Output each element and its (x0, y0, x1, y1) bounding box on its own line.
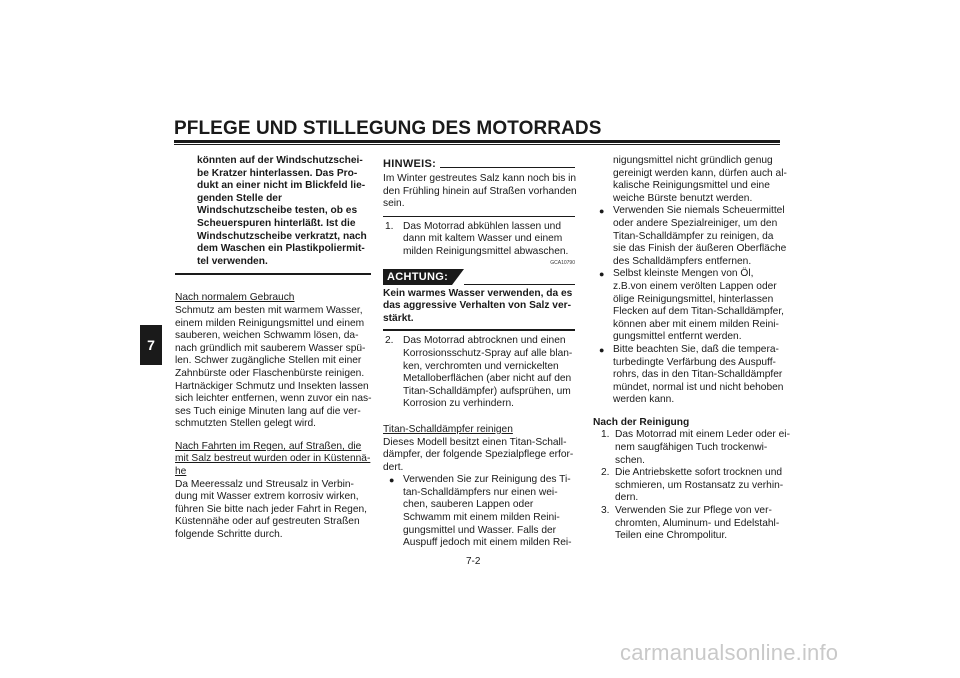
text-line: oder andere Spezialreiniger, um den (613, 217, 778, 229)
text-line: len. Schwer zugängliche Stellen mit einer (175, 355, 362, 367)
text-line: einem milden Reinigungsmittel und einem (175, 317, 365, 329)
heading-line: mit Salz bestreut wurden oder in Küstennä- (175, 453, 371, 465)
achtung-code: GCA10790 (550, 259, 575, 266)
text-line: folgende Schritte durch. (175, 529, 283, 541)
text-line: Küstennähe oder auf gestreuten Straßen (175, 516, 360, 528)
text-line: führen Sie bitte nach jeder Fahrt in Regen, (175, 503, 367, 515)
bullet-icon: ● (599, 206, 605, 217)
text-line: das aggressive Verhalten von Salz ver- (383, 300, 571, 312)
text-line: Das Motorrad abtrocknen und einen (403, 335, 566, 347)
after-step-2 (593, 467, 783, 505)
text-line: gereinigt werden kann, dürfen auch al- (613, 167, 787, 179)
text-line: nem saugfähigen Tuch trockenwi- (615, 442, 768, 454)
heading-line: Nach Fahrten im Regen, auf Straßen, die (175, 440, 362, 452)
text-line: z.B.von einem verölten Lappen oder (613, 280, 777, 292)
text-line: Flecken auf dem Titan-Schalldämpfer, (613, 306, 785, 318)
header-rule (174, 140, 780, 143)
text-line: Verwenden Sie niemals Scheuermittel (613, 205, 785, 217)
bullet-item (593, 344, 783, 407)
hinweis-body (383, 173, 575, 211)
text-line: stärkt. (383, 312, 414, 324)
text-line: Hartnäckiger Schmutz und Insekten lassen (175, 380, 369, 392)
bullet-item (593, 268, 783, 344)
after-step-1 (593, 429, 790, 467)
column-2 (383, 155, 575, 550)
text-line: Bitte beachten Sie, daß die tempera- (613, 343, 779, 355)
paragraph-rain (175, 479, 371, 542)
paragraph-titan (383, 437, 575, 475)
achtung-label-tab (452, 269, 464, 285)
text-line: Titan-Schalldämpfer) aufsprühen, um (403, 385, 571, 397)
text-line: Korrosionsschutz-Spray auf alle blan- (403, 347, 573, 359)
warning-line: tel verwenden. (197, 255, 268, 267)
warning-line: dem Waschen ein Plastikpoliermit- (197, 243, 365, 255)
achtung-header (383, 269, 575, 285)
step-number: 2. (601, 467, 610, 479)
text-line: Das Motorrad mit einem Leder oder ei- (615, 429, 790, 441)
text-line: Das Motorrad abkühlen lassen und (403, 220, 562, 232)
text-line: nigungsmittel nicht gründlich genug (613, 155, 773, 166)
text-line: Verwenden Sie zur Reinigung des Ti- (403, 474, 571, 486)
text-line: sein. (383, 198, 405, 210)
text-line: Schmutz am besten mit warmem Wasser, (175, 304, 363, 316)
text-line: Verwenden Sie zur Pflege von ver- (615, 505, 772, 517)
text-line: ken, verchromten und vernickelten (403, 360, 559, 372)
warning-line: be Kratzer hinterlassen. Das Pro- (197, 167, 358, 179)
text-line: Schwamm mit einem milden Reini- (403, 512, 560, 524)
text-line: können aber mit einem milden Reini- (613, 318, 779, 330)
text-line: Metalloberflächen (aber nicht auf den (403, 373, 572, 385)
warning-line: genden Stelle der (197, 192, 282, 204)
text-line: chromten, Aluminum- und Edelstahl- (615, 517, 780, 529)
text-line: gungsmittel und Wasser. Falls der (403, 524, 557, 536)
text-line: sauberen, weichen Schwamm lösen, da- (175, 330, 359, 342)
after-step-3 (593, 505, 783, 543)
text-line: sich leichter entfernen, wenn zuvor ein nas- (175, 393, 372, 405)
text-line: dämpfer, der folgende Spezialpflege erfor- (383, 449, 574, 461)
text-line: Im Winter gestreutes Salz kann noch bis in (383, 173, 577, 184)
step-number: 1. (385, 220, 394, 232)
warning-continuation (175, 155, 371, 268)
text-line: Auspuff jedoch mit einem milden Rei- (403, 537, 572, 549)
text-line: kalische Reinigungsmittel und eine (613, 180, 770, 192)
bullet-item (593, 205, 787, 268)
column-1 (175, 155, 371, 542)
warning-line: Windschutzscheibe testen, ob es (197, 205, 358, 217)
text-line: mündet, normal ist und nicht behoben (613, 381, 784, 393)
step-2 (383, 335, 575, 411)
text-line: ses Tuch einige Minuten lang auf die ver- (175, 405, 361, 417)
text-line: Da Meeressalz und Streusalz in Verbin- (175, 478, 354, 490)
text-line: ölige Reinigungsmittel, hinterlassen (613, 293, 774, 305)
text-line: dert. (383, 461, 404, 473)
hinweis-label-line (440, 167, 575, 168)
chapter-tab: 7 (140, 325, 162, 365)
bullet-item (383, 474, 575, 550)
text-line: des Schalldämpfers entfernen. (613, 255, 752, 267)
text-line: milden Reinigungsmittel abwaschen. (403, 245, 569, 257)
text-line: weiche Bürste benutzt werden. (613, 192, 753, 204)
text-line: nach gründlich mit sauberem Wasser spü- (175, 342, 366, 354)
achtung-body (383, 288, 575, 326)
text-line: schmutzten Stellen gelegt wird. (175, 418, 316, 430)
paragraph-normal (175, 305, 371, 431)
text-line: tan-Schalldämpfers nur einen wei- (403, 486, 558, 498)
section-heading-titan: Titan-Schalldämpfer reinigen (383, 423, 513, 435)
text-line: chen, sauberen Lappen oder (403, 499, 534, 511)
step-1 (383, 221, 575, 259)
text-line: Teilen eine Chrompolitur. (615, 530, 728, 542)
text-line: Korrosion zu verhindern. (403, 398, 514, 410)
hinweis-header (383, 155, 575, 171)
text-line: Zahnbürste oder Flaschenbürste reinigen. (175, 367, 365, 379)
section-heading-normal: Nach normalem Gebrauch (175, 292, 295, 304)
achtung-label: ACHTUNG: (383, 269, 452, 285)
step-number: 1. (601, 429, 610, 441)
text-line: schen. (615, 454, 646, 466)
section-heading-after: Nach der Reinigung (593, 416, 690, 428)
step-number: 3. (601, 505, 610, 517)
text-line: gungsmittel entfernt werden. (613, 331, 742, 343)
step-number: 2. (385, 335, 394, 347)
warning-line: Scheuerspuren hinterläßt. Ist die (197, 217, 356, 229)
text-line: werden kann. (613, 394, 675, 406)
header-rule-thin (174, 144, 780, 145)
bullet-icon: ● (389, 475, 395, 486)
text-line: dung mit Wasser extrem korrosiv wirken, (175, 491, 359, 503)
hinweis-label: HINWEIS: (383, 158, 437, 170)
text-line: sie das Finish der äußeren Oberfläche (613, 243, 787, 255)
bullet-icon: ● (599, 344, 605, 355)
page-title: PFLEGE UND STILLEGUNG DES MOTORRADS (174, 118, 602, 139)
column-3 (593, 155, 790, 543)
warning-line: Windschutzscheibe verkratzt, nach (197, 230, 367, 242)
section-heading-rain (175, 441, 371, 479)
text-line: turbedingte Verfärbung des Auspuff- (613, 356, 776, 368)
warning-line: könnten auf der Windschutzschei- (197, 155, 363, 166)
page-number: 7-2 (466, 556, 481, 567)
heading-line: he (175, 466, 187, 478)
text-line: Selbst kleinste Mengen von Öl, (613, 268, 754, 280)
text-line: rohrs, das in den Titan-Schalldämpfer (613, 369, 783, 381)
text-line: Dieses Modell besitzt einen Titan-Schall- (383, 436, 567, 448)
text-line: Kein warmes Wasser verwenden, da es (383, 287, 573, 299)
bullet-continuation (593, 155, 787, 205)
text-line: schmieren, um Rostansatz zu verhin- (615, 479, 784, 491)
achtung-label-line (464, 284, 575, 285)
text-line: Die Antriebskette sofort trocknen und (615, 467, 783, 479)
text-line: Titan-Schalldämpfer zu reinigen, da (613, 230, 774, 242)
text-line: den Frühling hinein auf Straßen vorhanden (383, 185, 577, 197)
text-line: dann mit kaltem Wasser und einem (403, 233, 563, 245)
watermark[interactable]: carmanualsonline.info (620, 640, 839, 665)
bullet-icon: ● (599, 269, 605, 280)
text-line: dern. (615, 492, 639, 504)
warning-line: dukt an einer nicht im Blickfeld lie- (197, 180, 366, 192)
